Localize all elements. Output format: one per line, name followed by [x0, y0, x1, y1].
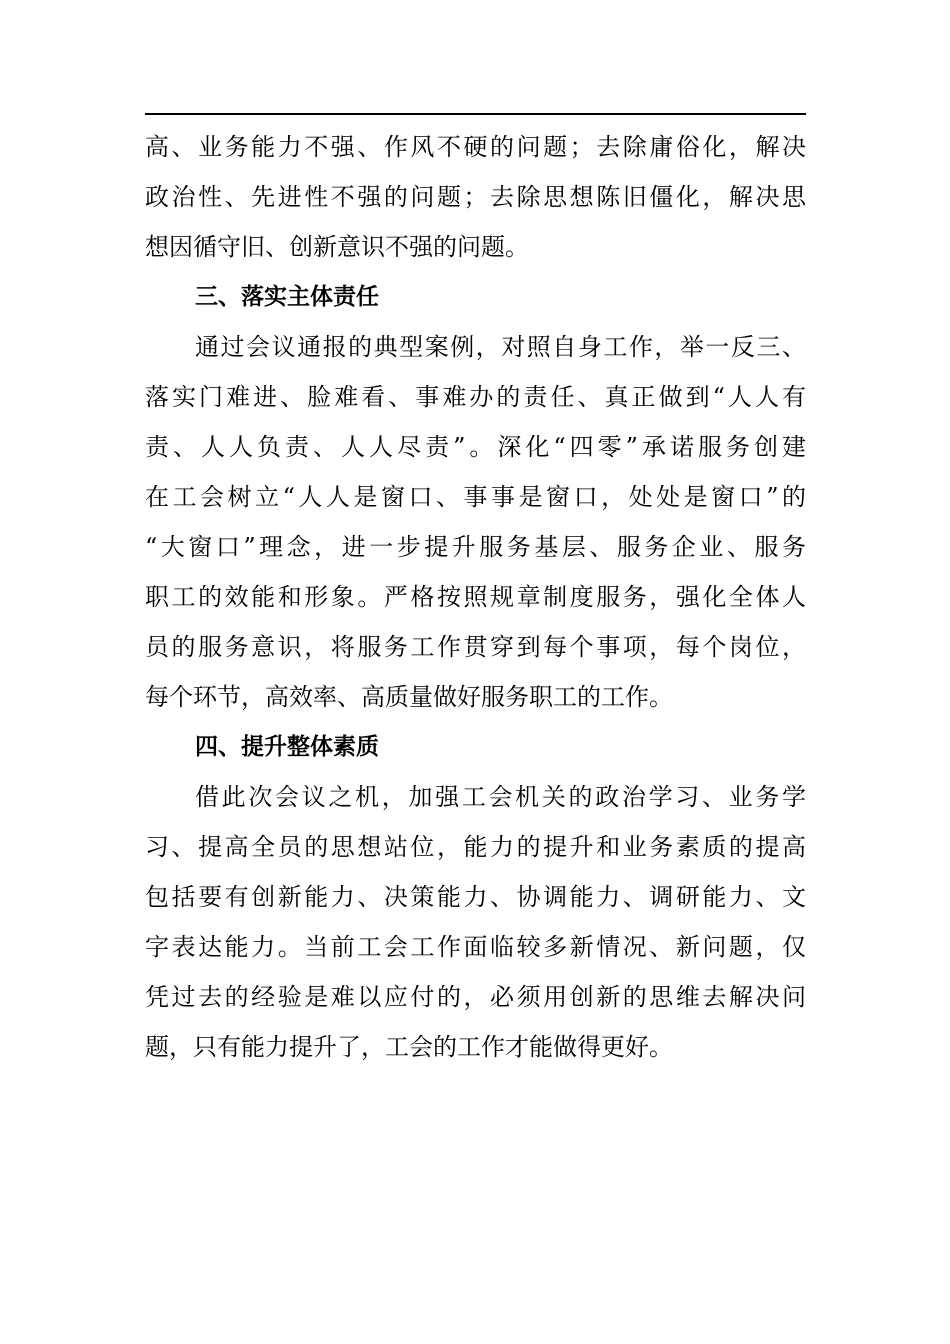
header-rule	[145, 113, 806, 115]
paragraph-line: 凭过去的经验是难以应付的，必须用创新的思维去解决问	[145, 983, 806, 1011]
paragraph-line: 借此次会议之机，加强工会机关的政治学习、业务学	[195, 783, 806, 811]
paragraph-line: 想因循守旧、创新意识不强的问题。	[145, 233, 529, 261]
paragraph-line: 包括要有创新能力、决策能力、协调能力、调研能力、文	[145, 883, 806, 911]
paragraph-line: 在工会树立“人人是窗口、事事是窗口，处处是窗口”的	[145, 483, 806, 511]
paragraph-line: 字表达能力。当前工会工作面临较多新情况、新问题，仅	[145, 933, 806, 961]
paragraph-line: 落实门难进、脸难看、事难办的责任、真正做到“人人有	[145, 383, 806, 411]
paragraph-line: 政治性、先进性不强的问题；去除思想陈旧僵化，解决思	[145, 183, 806, 211]
paragraph-line: 员的服务意识，将服务工作贯穿到每个事项，每个岗位，	[145, 633, 806, 661]
paragraph-line: 通过会议通报的典型案例，对照自身工作，举一反三、	[195, 333, 806, 361]
paragraph-line: 高、业务能力不强、作风不硬的问题；去除庸俗化，解决	[145, 133, 806, 161]
paragraph-line: 题，只有能力提升了，工会的工作才能做得更好。	[145, 1033, 673, 1061]
paragraph-line: “大窗口”理念，进一步提升服务基层、服务企业、服务	[145, 533, 806, 561]
paragraph-line: 习、提高全员的思想站位，能力的提升和业务素质的提高	[145, 833, 806, 861]
paragraph-line: 职工的效能和形象。严格按照规章制度服务，强化全体人	[145, 583, 806, 611]
paragraph-line: 责、人人负责、人人尽责”。深化“四零”承诺服务创建	[145, 433, 806, 461]
paragraph-line: 每个环节，高效率、高质量做好服务职工的工作。	[145, 683, 673, 711]
section-heading: 四、提升整体素质	[195, 734, 379, 760]
section-heading: 三、落实主体责任	[195, 284, 379, 310]
